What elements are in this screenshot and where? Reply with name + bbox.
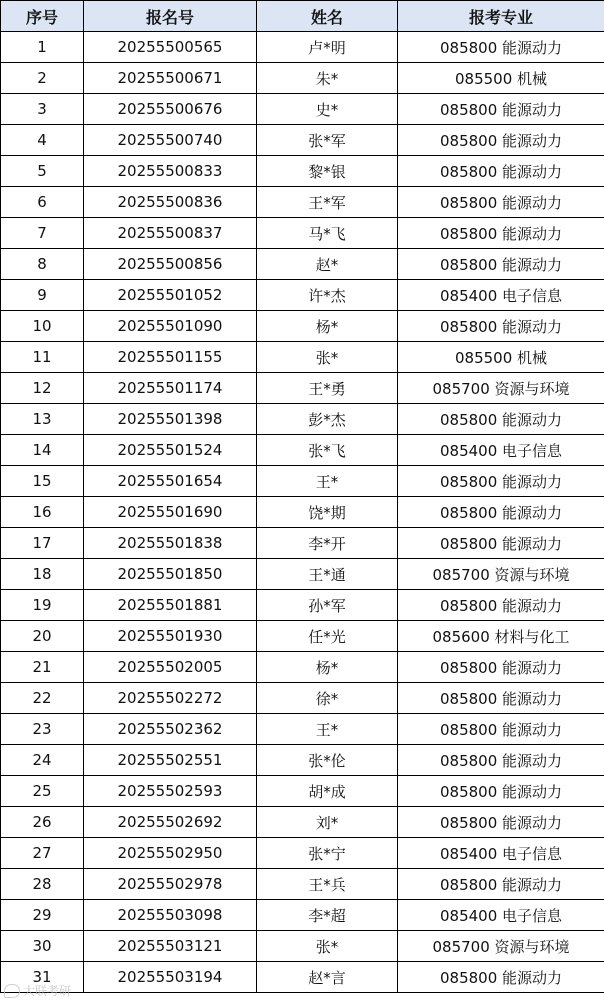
cell-major: 085800 能源动力 — [398, 869, 604, 900]
cell-name: 李*超 — [257, 900, 398, 931]
cell-reg-no: 20255500856 — [84, 249, 257, 280]
table-row — [1, 869, 604, 900]
cell-major: 085700 资源与环境 — [398, 373, 604, 404]
cell-name: 杨* — [257, 652, 398, 683]
cell-reg-no: 20255502593 — [84, 776, 257, 807]
cell-name: 赵*言 — [257, 962, 398, 993]
table-row — [1, 187, 604, 218]
cell-reg-no: 20255501881 — [84, 590, 257, 621]
cell-index: 31 — [1, 962, 84, 993]
table-header — [1, 1, 604, 32]
cell-name: 孙*军 — [257, 590, 398, 621]
cell-reg-no: 20255502950 — [84, 838, 257, 869]
table-row — [1, 404, 604, 435]
cell-index: 17 — [1, 528, 84, 559]
cell-index: 10 — [1, 311, 84, 342]
watermark — [4, 982, 71, 999]
cell-name: 王*勇 — [257, 373, 398, 404]
cell-major: 085800 能源动力 — [398, 962, 604, 993]
cell-index: 23 — [1, 714, 84, 745]
cell-index: 12 — [1, 373, 84, 404]
cell-major: 085400 电子信息 — [398, 838, 604, 869]
cell-name: 王*军 — [257, 187, 398, 218]
cell-index: 15 — [1, 466, 84, 497]
cell-index: 4 — [1, 125, 84, 156]
cell-reg-no: 20255500836 — [84, 187, 257, 218]
cell-name: 张* — [257, 931, 398, 962]
watermark-text: 大联考研 — [23, 984, 72, 998]
cell-index: 24 — [1, 745, 84, 776]
cell-index: 3 — [1, 94, 84, 125]
table-row — [1, 497, 604, 528]
header-index: 序号 — [1, 1, 84, 32]
cell-index: 8 — [1, 249, 84, 280]
cell-reg-no: 20255501174 — [84, 373, 257, 404]
cell-name: 王*兵 — [257, 869, 398, 900]
cell-index: 29 — [1, 900, 84, 931]
cell-reg-no: 20255501690 — [84, 497, 257, 528]
header-name: 姓名 — [257, 1, 398, 32]
cell-reg-no: 20255502362 — [84, 714, 257, 745]
cell-index: 14 — [1, 435, 84, 466]
cell-name: 张* — [257, 342, 398, 373]
cell-reg-no: 20255500833 — [84, 156, 257, 187]
cell-major: 085800 能源动力 — [398, 94, 604, 125]
cell-reg-no: 20255502978 — [84, 869, 257, 900]
table-row — [1, 94, 604, 125]
cell-index: 1 — [1, 32, 84, 63]
table-row — [1, 931, 604, 962]
cell-major: 085800 能源动力 — [398, 528, 604, 559]
cell-index: 6 — [1, 187, 84, 218]
cell-name: 张*军 — [257, 125, 398, 156]
table-body — [1, 32, 604, 993]
cell-major: 085800 能源动力 — [398, 745, 604, 776]
cell-major: 085400 电子信息 — [398, 435, 604, 466]
cell-major: 085800 能源动力 — [398, 218, 604, 249]
cell-index: 5 — [1, 156, 84, 187]
cell-name: 张*飞 — [257, 435, 398, 466]
cell-reg-no: 20255500676 — [84, 94, 257, 125]
table-row — [1, 435, 604, 466]
table-row — [1, 218, 604, 249]
header-major: 报考专业 — [398, 1, 604, 32]
header-row — [1, 1, 604, 32]
cell-name: 张*伦 — [257, 745, 398, 776]
cell-reg-no: 20255501930 — [84, 621, 257, 652]
table-row — [1, 652, 604, 683]
cell-reg-no: 20255500671 — [84, 63, 257, 94]
table-row — [1, 32, 604, 63]
table-row — [1, 342, 604, 373]
table-row — [1, 838, 604, 869]
cell-name: 赵* — [257, 249, 398, 280]
cell-major: 085700 资源与环境 — [398, 931, 604, 962]
header-reg-no: 报名号 — [84, 1, 257, 32]
cell-index: 18 — [1, 559, 84, 590]
cell-name: 杨* — [257, 311, 398, 342]
cell-name: 张*宁 — [257, 838, 398, 869]
table-row — [1, 683, 604, 714]
cell-name: 黎*银 — [257, 156, 398, 187]
cell-major: 085400 电子信息 — [398, 280, 604, 311]
cell-name: 马*飞 — [257, 218, 398, 249]
table-row — [1, 125, 604, 156]
cell-name: 史* — [257, 94, 398, 125]
cell-major: 085800 能源动力 — [398, 683, 604, 714]
cell-index: 7 — [1, 218, 84, 249]
cell-reg-no: 20255502692 — [84, 807, 257, 838]
cell-major: 085800 能源动力 — [398, 807, 604, 838]
table-row — [1, 962, 604, 993]
cell-major: 085800 能源动力 — [398, 125, 604, 156]
cell-index: 16 — [1, 497, 84, 528]
table-row — [1, 249, 604, 280]
cell-major: 085400 电子信息 — [398, 900, 604, 931]
cell-major: 085800 能源动力 — [398, 187, 604, 218]
cell-major: 085800 能源动力 — [398, 311, 604, 342]
cell-name: 饶*期 — [257, 497, 398, 528]
cell-name: 胡*成 — [257, 776, 398, 807]
cell-index: 22 — [1, 683, 84, 714]
table-row — [1, 745, 604, 776]
table-row — [1, 776, 604, 807]
cell-major: 085800 能源动力 — [398, 652, 604, 683]
table-row — [1, 900, 604, 931]
cell-index: 9 — [1, 280, 84, 311]
cell-index: 28 — [1, 869, 84, 900]
table-row — [1, 807, 604, 838]
cell-name: 许*杰 — [257, 280, 398, 311]
cell-major: 085700 资源与环境 — [398, 559, 604, 590]
cell-name: 朱* — [257, 63, 398, 94]
cell-name: 徐* — [257, 683, 398, 714]
cell-major: 085800 能源动力 — [398, 32, 604, 63]
cell-name: 刘* — [257, 807, 398, 838]
wechat-bubble-icon — [4, 984, 20, 998]
table-row — [1, 156, 604, 187]
cell-reg-no: 20255502551 — [84, 745, 257, 776]
cell-index: 2 — [1, 63, 84, 94]
cell-major: 085500 机械 — [398, 342, 604, 373]
cell-index: 27 — [1, 838, 84, 869]
cell-reg-no: 20255503098 — [84, 900, 257, 931]
table-row — [1, 466, 604, 497]
cell-reg-no: 20255502005 — [84, 652, 257, 683]
cell-major: 085800 能源动力 — [398, 590, 604, 621]
cell-name: 卢*明 — [257, 32, 398, 63]
cell-index: 21 — [1, 652, 84, 683]
cell-reg-no: 20255501090 — [84, 311, 257, 342]
cell-major: 085800 能源动力 — [398, 466, 604, 497]
cell-major: 085800 能源动力 — [398, 714, 604, 745]
cell-reg-no: 20255503121 — [84, 931, 257, 962]
cell-reg-no: 20255500565 — [84, 32, 257, 63]
table-row — [1, 373, 604, 404]
cell-name: 彭*杰 — [257, 404, 398, 435]
cell-reg-no: 20255501155 — [84, 342, 257, 373]
cell-name: 王*通 — [257, 559, 398, 590]
cell-index: 25 — [1, 776, 84, 807]
cell-reg-no: 20255500740 — [84, 125, 257, 156]
cell-index: 19 — [1, 590, 84, 621]
table-row — [1, 311, 604, 342]
table-row — [1, 621, 604, 652]
cell-major: 085600 材料与化工 — [398, 621, 604, 652]
cell-major: 085800 能源动力 — [398, 776, 604, 807]
cell-reg-no: 20255501850 — [84, 559, 257, 590]
cell-major: 085800 能源动力 — [398, 404, 604, 435]
cell-major: 085800 能源动力 — [398, 156, 604, 187]
cell-reg-no: 20255502272 — [84, 683, 257, 714]
cell-index: 26 — [1, 807, 84, 838]
cell-name: 李*开 — [257, 528, 398, 559]
table-row — [1, 590, 604, 621]
cell-name: 王* — [257, 466, 398, 497]
cell-name: 王* — [257, 714, 398, 745]
cell-index: 11 — [1, 342, 84, 373]
cell-index: 30 — [1, 931, 84, 962]
table-row — [1, 280, 604, 311]
cell-name: 任*光 — [257, 621, 398, 652]
cell-reg-no: 20255503194 — [84, 962, 257, 993]
cell-reg-no: 20255501838 — [84, 528, 257, 559]
cell-reg-no: 20255501524 — [84, 435, 257, 466]
cell-reg-no: 20255501052 — [84, 280, 257, 311]
table-row — [1, 714, 604, 745]
cell-reg-no: 20255501398 — [84, 404, 257, 435]
cell-index: 13 — [1, 404, 84, 435]
cell-index: 20 — [1, 621, 84, 652]
cell-reg-no: 20255500837 — [84, 218, 257, 249]
cell-major: 085800 能源动力 — [398, 249, 604, 280]
table-row — [1, 559, 604, 590]
cell-reg-no: 20255501654 — [84, 466, 257, 497]
table-row — [1, 528, 604, 559]
cell-major: 085500 机械 — [398, 63, 604, 94]
cell-major: 085800 能源动力 — [398, 497, 604, 528]
table-row — [1, 63, 604, 94]
